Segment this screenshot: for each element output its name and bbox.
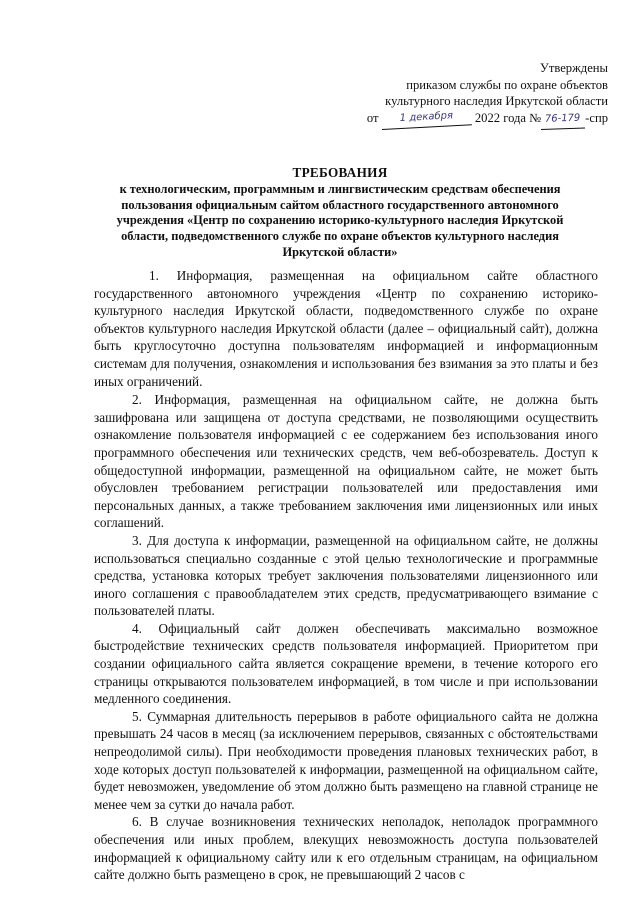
document-subtitle: к технологическим, программным и лингвистическим средствам обеспечения пользования официальным сайтом областного государственного автономного учреждения «Центр по сохранению историко-культурного наследия Иркутской области, подведомственного службе по охране объектов культурного наследия Иркутской области» [116,181,564,259]
approval-year-text: 2022 года № [474,110,542,125]
paragraph-2: 2. Информация, размещенная на официальном сайте, не должна быть зашифрована или защищена от доступа средствами, не позволяющими осуществить ознакомление пользователя информацией с ее содержанием без использования иного программного обеспечения или технических средств, чем веб-обозреватель. Доступ к общедоступной информации, размещенной на официальном сайте, не может быть обусловлен требованием регистрации пользователей или предоставления ими персональных данных, а также требованием заключения ими лицензионных или иных соглашений. [94,392,598,531]
document-title-block [95,165,585,261]
approval-date-prefix: от [366,110,379,125]
document-heading: ТРЕБОВАНИЯ [292,165,388,180]
approval-stamp-block [367,60,608,129]
approval-line-3: культурного наследия Иркутской области [385,94,608,108]
paragraph-1: 1. Информация, размещенная на официальном сайте областного государственного автономного учреждения «Центр по сохранению историко-культурного наследия Иркутской области, подведомственного службе по охране объектов культурного наследия Иркутской области (далее – официальный сайт), должна быть круглосуточно доступна пользователям информацией и информационным системам для получения, ознакомления и использования без взимания за это платы и без иных ограничений. [94,268,598,389]
paragraph-5: 5. Суммарная длительность перерывов в работе официального сайта не должна превышать 24 часов в месяц (за исключением перерывов, связанных с обстоятельствами непреодолимой силы). При необходимости проведения плановых технических работ, в ходе которых доступ пользователей к информации, размещенной на официальном сайте, будет невозможен, уведомление об этом должно быть размещено на главной странице не менее чем за сутки до начала работ. [94,708,598,812]
approval-line-2: приказом службы по охране объектов [406,77,608,92]
approval-number-suffix: -спр [585,110,608,125]
approval-line-1: Утверждены [539,61,608,75]
handwritten-date: 1 декабря [381,107,472,129]
handwritten-order-number: 76-179 [541,110,586,129]
paragraph-3: 3. Для доступа к информации, размещенной на официальном сайте, не должны использоваться специально созданные с этой целью технологические и программные средства, установка которых требует заключения пользователями лицензионного или иного соглашения с правообладателем этих средств, предусматривающего взимание с пользователей платы. [94,532,598,619]
paragraph-6: 6. В случае возникновения технических неполадок, неполадок программного обеспечения или иных проблем, влекущих невозможность доступа пользователей информацией к официальному сайту или к его отдельным страницам, на официальном сайте должно быть размещено в срок, не превышающий 2 часов с [94,814,598,883]
paragraph-4: 4. Официальный сайт должен обеспечивать максимально возможное быстродействие технических средств пользователя информацией. Приоритетом при создании официального сайта является сокращение времени, в течение которого его страницы открываются пользователем информацией, в том числе и при использовании медленного соединения. [94,620,598,707]
approval-line-4 [367,110,608,130]
document-body [94,267,598,884]
